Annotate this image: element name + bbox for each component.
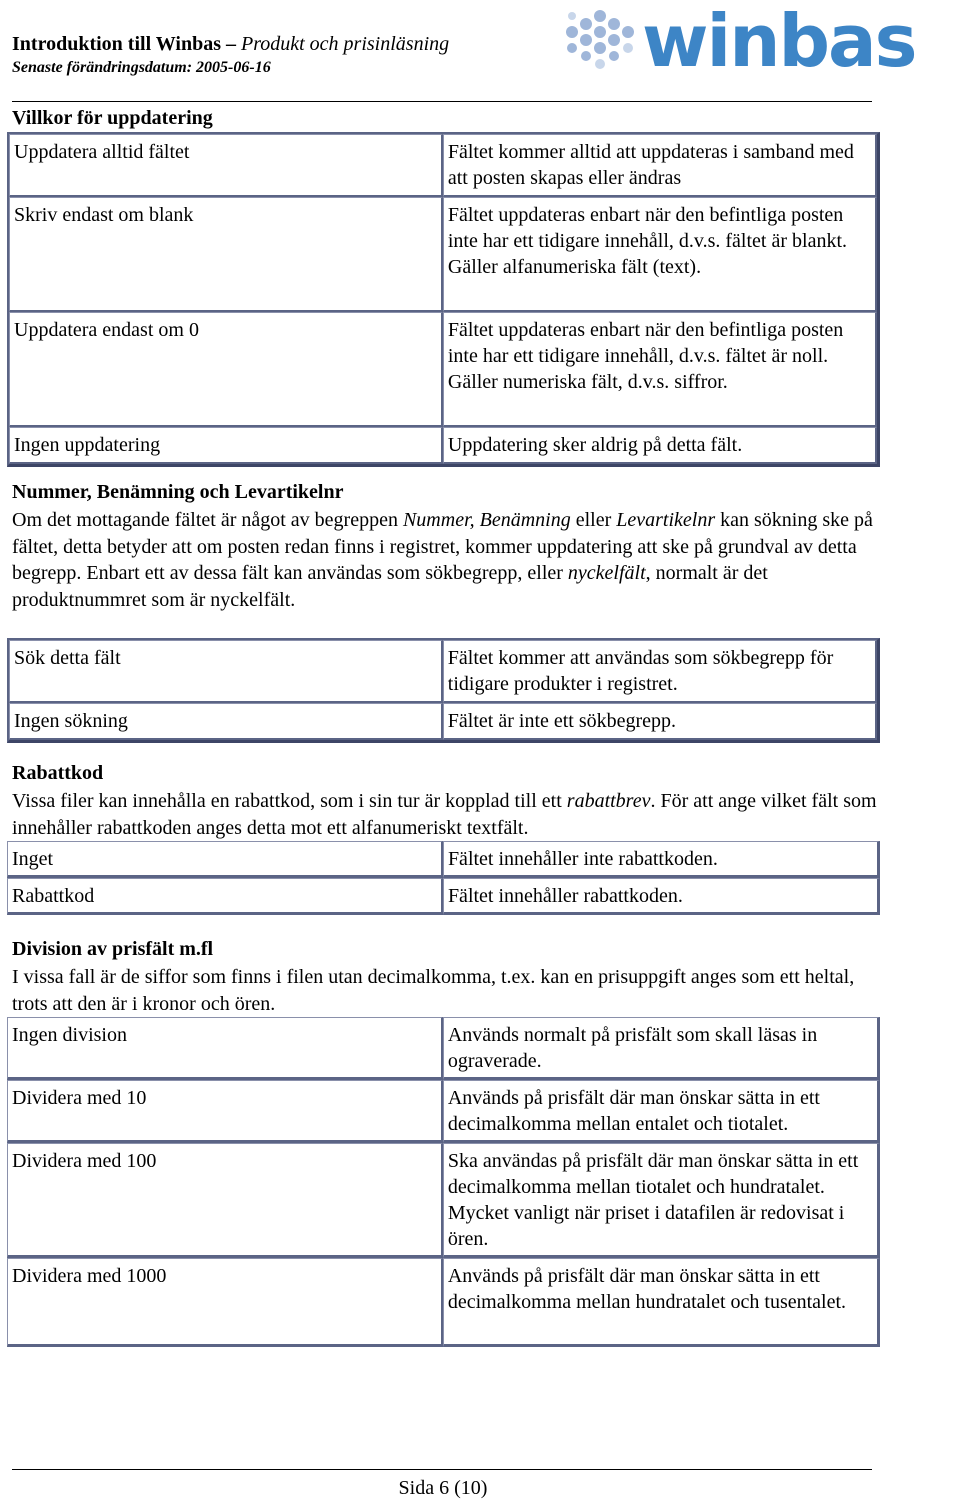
paragraph-emphasis: Levartikelnr bbox=[616, 509, 716, 531]
paragraph-nummer bbox=[12, 507, 880, 613]
option-description: Uppdatering sker aldrig på detta fält. bbox=[443, 427, 877, 464]
footer-rule bbox=[12, 1469, 872, 1470]
logo-wordmark: winbas bbox=[642, 4, 916, 80]
option-label: Inget bbox=[7, 841, 443, 878]
table-row bbox=[9, 703, 877, 740]
heading-division: Division av prisfält m.fl bbox=[12, 938, 214, 960]
paragraph-text: eller bbox=[570, 509, 617, 531]
option-label: Dividera med 100 bbox=[7, 1143, 443, 1258]
winbas-logo-graphic bbox=[560, 4, 956, 80]
table-row bbox=[7, 1017, 880, 1080]
option-label: Uppdatera alltid fältet bbox=[9, 134, 443, 197]
table-row bbox=[7, 878, 880, 915]
table-row bbox=[9, 197, 877, 312]
heading-rabattkod: Rabattkod bbox=[12, 762, 104, 784]
option-label: Skriv endast om blank bbox=[9, 197, 443, 312]
option-description: Fältet innehåller inte rabattkoden. bbox=[443, 841, 880, 878]
option-description: Fältet kommer att användas som sökbegrepp för tidigare produkter i registret. bbox=[443, 640, 877, 703]
table-row bbox=[9, 312, 877, 427]
option-label: Uppdatera endast om 0 bbox=[9, 312, 443, 427]
header-rule bbox=[12, 101, 872, 102]
paragraph-text: . För att ange vilket fält som innehåller rabattkoden anges detta mot ett alfanumeriskt textfält. bbox=[12, 790, 877, 839]
table-row bbox=[7, 841, 880, 878]
paragraph-emphasis: rabattbrev bbox=[566, 790, 651, 812]
option-description: Används på prisfält där man önskar sätta in ett decimalkomma mellan entalet och tiotalet. bbox=[443, 1080, 880, 1143]
paragraph-emphasis: Nummer, Benämning bbox=[402, 509, 571, 531]
table-villkor bbox=[7, 132, 880, 467]
table-row bbox=[7, 1258, 880, 1347]
page-number: Sida 6 (10) bbox=[398, 1477, 488, 1499]
option-label: Ingen division bbox=[7, 1017, 443, 1080]
option-description: Fältet kommer alltid att uppdateras i samband med att posten skapas eller ändras bbox=[443, 134, 877, 197]
option-description: Används på prisfält där man önskar sätta in ett decimalkomma mellan hundratalet och tusentalet. bbox=[443, 1258, 880, 1347]
option-label: Dividera med 1000 bbox=[7, 1258, 443, 1347]
heading-nummer: Nummer, Benämning och Levartikelnr bbox=[12, 481, 344, 503]
option-label: Dividera med 10 bbox=[7, 1080, 443, 1143]
option-label: Ingen sökning bbox=[9, 703, 443, 740]
table-row bbox=[7, 1080, 880, 1143]
option-label: Rabattkod bbox=[7, 878, 443, 915]
paragraph-text: , normalt är det produktnummret som är nyckelfält. bbox=[12, 562, 768, 611]
option-description: Fältet innehåller rabattkoden. bbox=[443, 878, 880, 915]
table-rabattkod bbox=[7, 841, 880, 915]
paragraph-text: Om det mottagande fältet är något av begreppen bbox=[12, 509, 403, 531]
option-description: Fältet är inte ett sökbegrepp. bbox=[443, 703, 877, 740]
title-subtitle: Produkt och prisinläsning bbox=[240, 33, 450, 55]
document-title bbox=[12, 33, 449, 56]
option-label: Ingen uppdatering bbox=[9, 427, 443, 464]
option-description: Används normalt på prisfält som skall läsas in ograverade. bbox=[443, 1017, 880, 1080]
table-division bbox=[7, 1017, 880, 1347]
table-row bbox=[9, 427, 877, 464]
paragraph-emphasis: nyckelfält bbox=[567, 562, 646, 584]
option-description: Fältet uppdateras enbart när den befintliga posten inte har ett tidigare innehåll, d.v.s. fältet är noll. Gäller numeriska fält, d.v.s. siffror. bbox=[443, 312, 877, 427]
paragraph-text: Vissa filer kan innehålla en rabattkod, som i sin tur är kopplad till ett bbox=[12, 790, 567, 812]
option-description: Fältet uppdateras enbart när den befintliga posten inte har ett tidigare innehåll, d.v.s. fältet är blankt. Gäller alfanumeriska fält (text). bbox=[443, 197, 877, 312]
table-row bbox=[9, 640, 877, 703]
paragraph-division: I vissa fall är de siffor som finns i filen utan decimalkomma, t.ex. kan en prisuppgift anges som ett heltal, trots att den är i kronor och ören. bbox=[12, 966, 855, 1015]
heading-villkor: Villkor för uppdatering bbox=[12, 107, 213, 129]
paragraph-rabattkod bbox=[12, 788, 880, 841]
winbas-logo bbox=[560, 4, 956, 85]
option-description: Ska användas på prisfält där man önskar sätta in ett decimalkomma mellan tiotalet och hundratalet. Mycket vanligt när priset i datafilen är redovisat i ören. bbox=[443, 1143, 880, 1258]
table-row bbox=[9, 134, 877, 197]
table-sokning bbox=[7, 638, 880, 743]
title-main: Introduktion till Winbas – bbox=[12, 33, 241, 55]
table-row bbox=[7, 1143, 880, 1258]
paragraph-text: kan sökning ske på fältet, detta betyder att om posten redan finns i registret, kommer uppdatering att ske på grundval av detta begrepp. Enbart ett av dessa fält kan användas som sökbegrepp, eller bbox=[12, 509, 873, 584]
option-label: Sök detta fält bbox=[9, 640, 443, 703]
revision-date: Senaste förändringsdatum: 2005-06-16 bbox=[12, 59, 271, 76]
